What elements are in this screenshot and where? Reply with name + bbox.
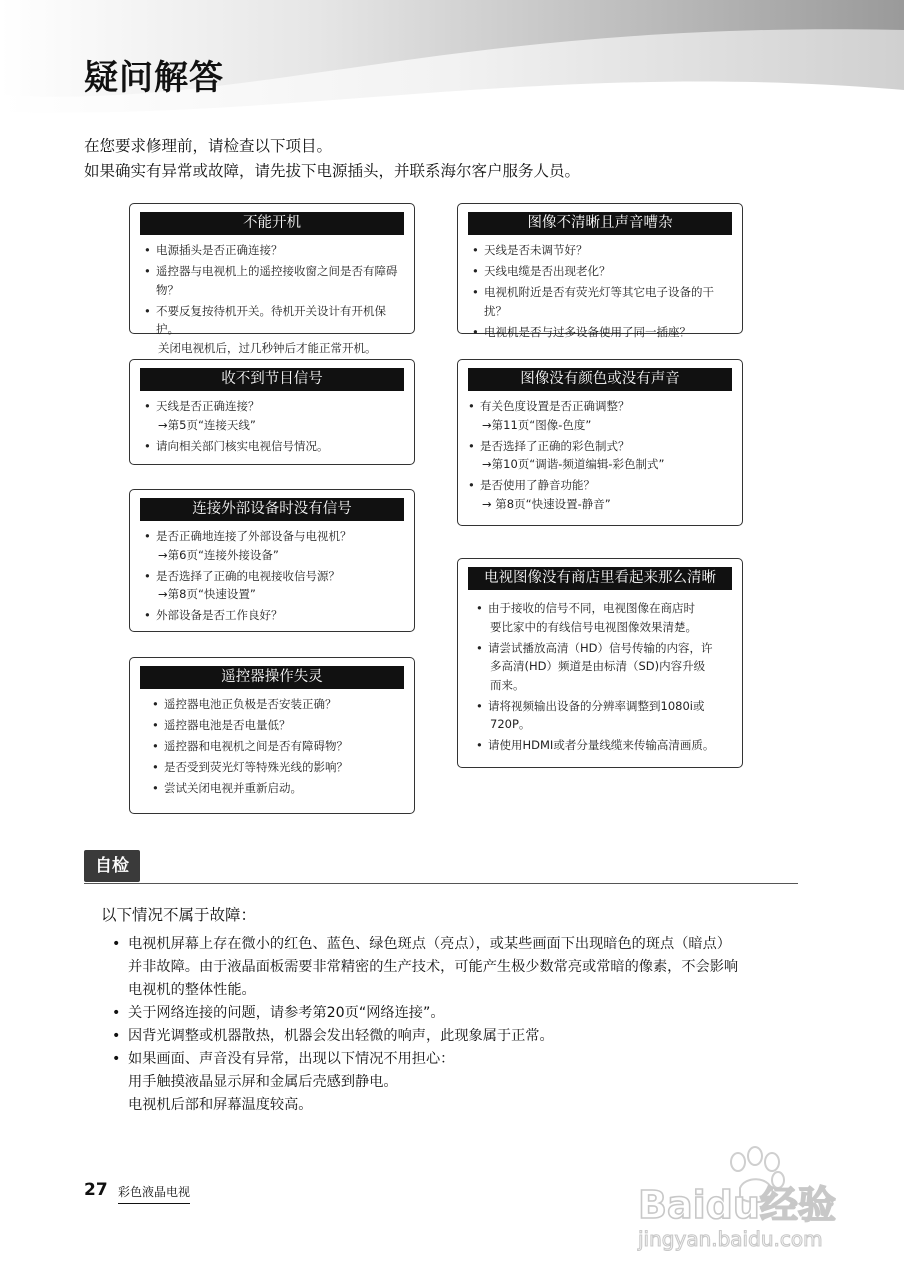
- no-power-list: [140, 241, 404, 357]
- list-item: • 关于网络连接的问题，请参考第20页“网络连接”。: [112, 1002, 812, 1025]
- section-divider: [84, 883, 798, 884]
- list-item: • 是否正确地连接了外部设备与电视机？ →第6页“连接外接设备”: [144, 527, 404, 564]
- list-item: • 遥控器电池是否电量低？: [152, 716, 404, 735]
- external-device-list: [140, 527, 404, 625]
- box-no-color: [457, 359, 743, 526]
- page-label: 彩色液晶电视: [118, 1183, 190, 1204]
- list-item: • 请使用HDMI或者分量线缆来传输高清画质。: [476, 736, 732, 755]
- list-item: • 电视机附近是否有荧光灯等其它电子设备的干扰？: [472, 283, 732, 320]
- list-item: • 请向相关部门核实电视信号情况。: [144, 437, 404, 456]
- list-item: • 如果画面、声音没有异常，出现以下情况不用担心： 用手触摸液晶显示屏和金属后壳感到静电。 电视机后部和屏幕温度较高。: [112, 1048, 812, 1117]
- no-color-list: [468, 397, 732, 513]
- box-title-no-power: 不能开机: [140, 212, 404, 235]
- list-item: • 遥控器与电视机上的遥控接收窗之间是否有障碍物？: [144, 262, 404, 299]
- list-item: • 是否选择了正确的电视接收信号源？ →第8页“快速设置”: [144, 567, 404, 604]
- list-item: • 因背光调整或机器散热，机器会发出轻微的响声，此现象属于正常。: [112, 1025, 812, 1048]
- list-item: • 尝试关闭电视并重新启动。: [152, 779, 404, 798]
- self-check-heading: 以下情况不属于故障：: [101, 906, 257, 924]
- clarity-list: [468, 599, 732, 755]
- no-signal-list: [140, 397, 404, 455]
- watermark-brand: Baidu经验: [638, 1183, 836, 1227]
- box-title-noise: 图像不清晰且声音嘈杂: [468, 212, 732, 235]
- intro-line-1: 在您要求修理前，请检查以下项目。: [84, 137, 333, 155]
- self-check-tab: 自检: [84, 850, 140, 882]
- list-item: • 是否使用了静音功能？ → 第8页“快速设置-静音”: [468, 476, 732, 513]
- list-item: • 电视机是否与过多设备使用了同一插座？: [472, 323, 732, 342]
- remote-list: [140, 695, 404, 798]
- intro-text: [84, 134, 580, 184]
- box-external-device: [129, 489, 415, 632]
- list-item: • 天线是否未调节好？: [472, 241, 732, 260]
- list-item: • 请将视频输出设备的分辨率调整到1080i或 720P。: [476, 697, 732, 734]
- watermark-url: jingyan.baidu.com: [638, 1227, 823, 1251]
- box-clarity: [457, 558, 743, 768]
- list-item: • 外部设备是否工作良好？: [144, 606, 404, 625]
- box-no-power: [129, 203, 415, 355]
- box-no-signal: [129, 359, 415, 465]
- box-title-no-color: 图像没有颜色或没有声音: [468, 368, 732, 391]
- box-title-remote: 遥控器操作失灵: [140, 666, 404, 689]
- box-title-clarity: 电视图像没有商店里看起来那么清晰: [468, 567, 732, 590]
- list-item: • 有关色度设置是否正确调整？ →第11页“图像-色度”: [468, 397, 732, 434]
- page-number: 27: [84, 1180, 108, 1200]
- list-item: • 由于接收的信号不同，电视图像在商店时 要比家中的有线信号电视图像效果清楚。: [476, 599, 732, 636]
- list-item: • 请尝试播放高清（HD）信号传输的内容，许 多高清(HD）频道是由标清（SD)内容升级 而来。: [476, 639, 732, 695]
- list-item: • 不要反复按待机开关。待机开关设计有开机保护。 关闭电视机后，过几秒钟后才能正常开机。: [144, 302, 404, 358]
- list-item: • 遥控器和电视机之间是否有障碍物？: [152, 737, 404, 756]
- list-item: • 天线是否正确连接？ →第5页“连接天线”: [144, 397, 404, 434]
- box-title-external-device: 连接外部设备时没有信号: [140, 498, 404, 521]
- list-item: • 遥控器电池正负极是否安装正确？: [152, 695, 404, 714]
- list-item: • 是否选择了正确的彩色制式？ →第10页“调谐-频道编辑-彩色制式”: [468, 437, 732, 474]
- list-item: • 是否受到荧光灯等特殊光线的影响？: [152, 758, 404, 777]
- box-remote: [129, 657, 415, 814]
- noise-list: [468, 241, 732, 341]
- self-check-list: [112, 933, 812, 1117]
- box-noise: [457, 203, 743, 339]
- box-title-no-signal: 收不到节目信号: [140, 368, 404, 391]
- baidu-watermark: [620, 1140, 860, 1260]
- page-title: 疑问解答: [84, 58, 224, 98]
- list-item: • 电源插头是否正确连接？: [144, 241, 404, 260]
- list-item: • 电视机屏幕上存在微小的红色、蓝色、绿色斑点（亮点），或某些画面下出现暗色的斑点（暗点） 并非故障。由于液晶面板需要非常精密的生产技术，可能产生极少数常亮或常暗的像素，不会影响 电视机的整体性能。: [112, 933, 812, 1002]
- list-item: • 天线电缆是否出现老化？: [472, 262, 732, 281]
- intro-line-2: 如果确实有异常或故障，请先拔下电源插头，并联系海尔客户服务人员。: [84, 162, 581, 180]
